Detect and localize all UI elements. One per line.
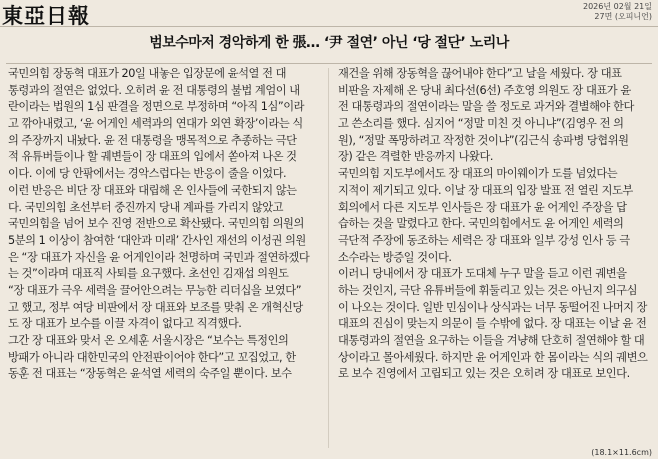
text-line: 는 것”이라며 대표직 사퇴를 요구했다. 초선인 김재섭 의원도 xyxy=(8,267,289,281)
text-line: 하는 것인지, 극단 유튜버들에 휘둘리고 있는 것은 아닌지 의구심 xyxy=(338,283,637,297)
text-line: “장 대표가 극우 세력을 끌어안으려는 무능한 리더십을 보였다” xyxy=(8,283,302,297)
text-line: 습하는 것을 말렸다고 한다. 국민의힘에서도 윤 어게인 세력의 xyxy=(338,217,624,231)
page-section: 27면 (오피니언) xyxy=(594,12,652,21)
article-column-left xyxy=(8,66,320,448)
text-line: 비판을 자제해 온 당내 최다선(6선) 주호영 의원도 장 대표가 윤 xyxy=(338,83,631,97)
clipping-size-note: (18.1×11.6cm) xyxy=(591,448,652,457)
text-line: 5분의 1 이상이 참여한 ‘대안과 미래’ 간사인 재선의 이성권 의원 xyxy=(8,233,306,247)
text-line: 고 했고, 정부 여당 비판에서 장 대표와 보조를 맞춰 온 개혁신당 xyxy=(8,300,303,314)
text-line: 소수라는 방증일 것이다. xyxy=(338,250,452,264)
text-line: 상이라고 몰아세웠다. 하지만 윤 어게인과 한 몸이라는 식의 궤변으 xyxy=(338,350,648,364)
issue-date: 2026년 02월 21일 xyxy=(583,2,652,11)
column-divider xyxy=(328,68,329,448)
issue-meta xyxy=(583,2,652,22)
text-line: 로 보수 진영에서 고립되고 있는 것은 오히려 장 대표로 보인다. xyxy=(338,367,630,381)
headline-rule xyxy=(6,63,652,64)
text-line: 고 쓴소리를 했다. 심지어 “정말 미친 것 아니냐”(김영우 전 의 xyxy=(338,117,624,131)
masthead xyxy=(0,0,658,27)
text-line: 이다. 이에 당 안팎에서는 경악스럽다는 반응이 줄을 이었다. xyxy=(8,167,287,181)
text-line: 도 장 대표가 보수를 이끌 자격이 없다고 직격했다. xyxy=(8,317,242,331)
text-line: 이런 반응은 비단 장 대표와 대립해 온 인사들에 국한되지 않는 xyxy=(8,183,297,197)
text-line: 대통령과의 절연을 요구하는 이들을 겨냥해 단호히 절연해야 할 대 xyxy=(338,334,645,347)
text-line: 통령과의 절연은 없었다. 오히려 윤 전 대통령의 불법 계엄이 내 xyxy=(8,83,300,97)
text-line: 재건을 위해 장동혁을 끊어내야 한다”고 날을 세웠다. 장 대표 xyxy=(338,67,622,80)
text-line: 전 대통령과의 절연이라는 말을 쓸 정도로 과거와 결별해야 한다 xyxy=(338,100,634,114)
text-line: 다. 국민의힘 초선부터 중진까지 당내 계파를 가리지 않았고 xyxy=(8,200,284,214)
text-line: 은 “장 대표가 자신을 윤 어게인이라 천명하며 국민과 절연하겠다 xyxy=(8,250,310,264)
text-line: 대표의 진심이 맞는지 의문이 들 수밖에 없다. 장 대표는 이날 윤 전 xyxy=(338,317,647,331)
article-column-right xyxy=(338,66,650,448)
text-line: 적 유튜버들이나 할 궤변들이 장 대표의 입에서 쏟아져 나온 것 xyxy=(8,150,297,164)
text-line: 의 주장까지 내놨다. 윤 전 대통령을 맹목적으로 추종하는 극단 xyxy=(8,133,297,147)
text-line: 고 깎아내렸고, ‘윤 어게인 세력과의 연대가 외연 확장’이라는 식 xyxy=(8,117,303,131)
text-line: 그간 장 대표와 맞서 온 오세훈 서울시장은 “보수는 특정인의 xyxy=(8,334,289,347)
text-line: 란이라는 법원의 1심 판결을 정면으로 부정하며 “아직 1심”이라 xyxy=(8,100,305,114)
text-line: 이 나오는 것이다. 일반 민심이나 상식과는 너무 동떨어진 나머지 장 xyxy=(338,300,647,314)
text-line: 국민의힘 장동혁 대표가 20일 내놓은 입장문에 윤석열 전 대 xyxy=(8,67,287,80)
newspaper-logo: 東亞日報 xyxy=(2,3,90,28)
text-line: 방패가 아니라 대한민국의 안전판이어야 한다”고 꼬집었고, 한 xyxy=(8,350,296,364)
text-line: 동훈 전 대표는 “장동혁은 윤석열 세력의 숙주일 뿐이다. 보수 xyxy=(8,367,292,381)
text-line: 회의에서 다른 지도부 인사들은 장 대표가 윤 어게인 주장을 답 xyxy=(338,200,627,214)
text-line: 극단적 주장에 동조하는 세력은 장 대표와 일부 강성 인사 등 극 xyxy=(338,233,630,247)
text-line: 장) 같은 격렬한 반응까지 나왔다. xyxy=(338,150,493,164)
text-line: 국민의힘 지도부에서도 장 대표의 마이웨이가 도를 넘었다는 xyxy=(338,167,618,181)
text-line: 국민의힘을 넘어 보수 진영 전반으로 확산됐다. 국민의힘 의원의 xyxy=(8,217,304,231)
article-headline: 범보수마저 경악하게 한 張… ‘尹 절연’ 아닌 ‘당 절단’ 노리나 xyxy=(149,35,509,51)
text-line: 원), “정말 폭망하려고 작정한 것이냐”(김근식 송파병 당협위원 xyxy=(338,133,629,147)
text-line: 이러니 당내에서 장 대표가 도대체 누구 말을 듣고 이런 궤변을 xyxy=(338,267,627,281)
text-line: 지적이 제기되고 있다. 이날 장 대표의 입장 발표 전 열린 지도부 xyxy=(338,183,633,197)
